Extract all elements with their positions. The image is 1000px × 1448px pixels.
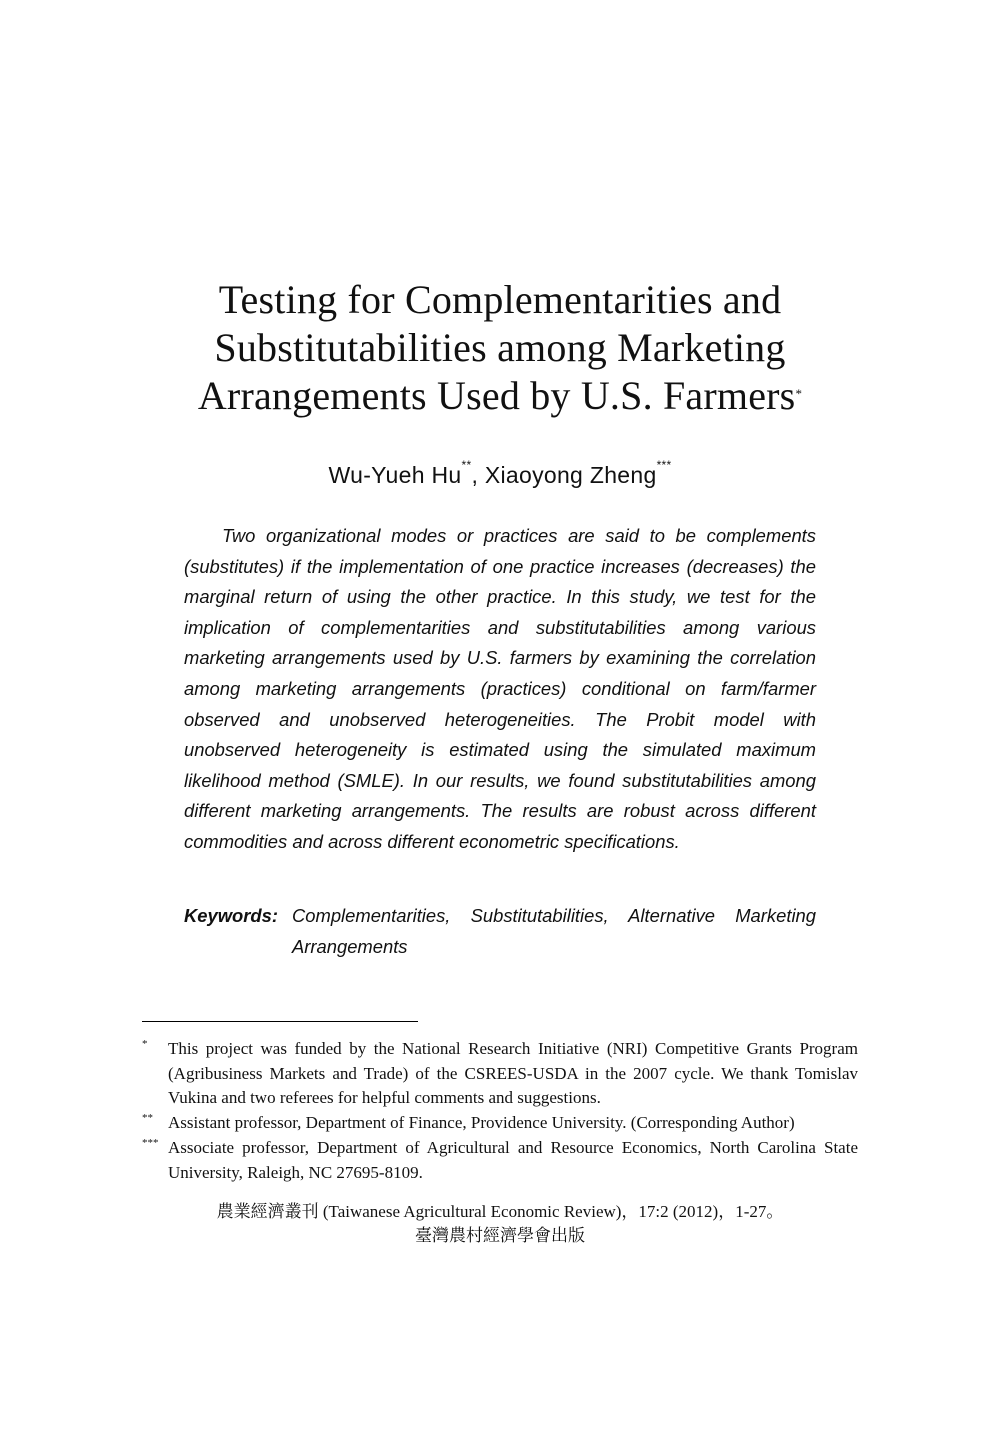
footnote-text: Assistant professor, Department of Finance, Providence University. (Corresponding Author) [168, 1113, 795, 1132]
footnote-mark: ** [142, 1112, 153, 1124]
footnote-text: Associate professor, Department of Agricultural and Resource Economics, North Carolina State University, Raleigh, NC 27695-8109. [168, 1138, 858, 1182]
author-name: Xiaoyong Zheng [484, 462, 657, 488]
title-line-1: Testing for Complementarities and [218, 277, 782, 322]
footnote [142, 1136, 858, 1185]
footnote-divider [142, 1021, 418, 1022]
author-separator: , [471, 462, 485, 488]
abstract: Two organizational modes or practices are said to be complements (substitutes) if the implementation of one practice increases (decreases) the marginal return of using the other practice. In this study, we test for the implication of complementarities and substitutabilities among various marketing arrangements used by U.S. farmers by examining the correlation among marketing arrangements (practices) conditional on farm/farmer observed and unobserved heterogeneities. The Probit model with unobserved heterogeneity is estimated using the simulated maximum likelihood method (SMLE). In our results, we found substitutabilities among different marketing arrangements. The results are robust across different commodities and across different econometric specifications. [184, 525, 816, 852]
title-footnote-mark: * [795, 386, 803, 401]
paper-title [100, 276, 900, 420]
footnote-mark: *** [142, 1137, 159, 1149]
journal-publisher: 臺灣農村經濟學會出版 [415, 1226, 585, 1245]
keywords-text: Complementarities, Substitutabilities, Alternative Marketing Arrangements [292, 905, 816, 957]
title-line-3: Arrangements Used by U.S. Farmers* [197, 373, 803, 418]
author-footnote-mark: ** [461, 458, 472, 472]
footnote-text: This project was funded by the National Research Initiative (NRI) Competitive Grants Program (Agribusiness Markets and Trade) of the CSREES-USDA in the 2007 cycle. We thank Tomislav Vukina and two referees for helpful comments and suggestions. [168, 1039, 858, 1107]
journal-info [100, 1200, 900, 1248]
keywords [184, 900, 816, 962]
journal-citation: 農業經濟叢刊 (Taiwanese Agricultural Economic Review)，17:2 (2012)，1-27。 [216, 1202, 784, 1221]
author-list [100, 458, 900, 489]
keywords-label: Keywords: [184, 905, 279, 926]
author-footnote-mark: *** [656, 458, 672, 472]
footnote [142, 1111, 858, 1136]
footnote-mark: * [142, 1038, 148, 1050]
footnote [142, 1037, 858, 1111]
title-line-2: Substitutabilities among Marketing [214, 325, 786, 370]
author-name: Wu-Yueh Hu [328, 462, 462, 488]
